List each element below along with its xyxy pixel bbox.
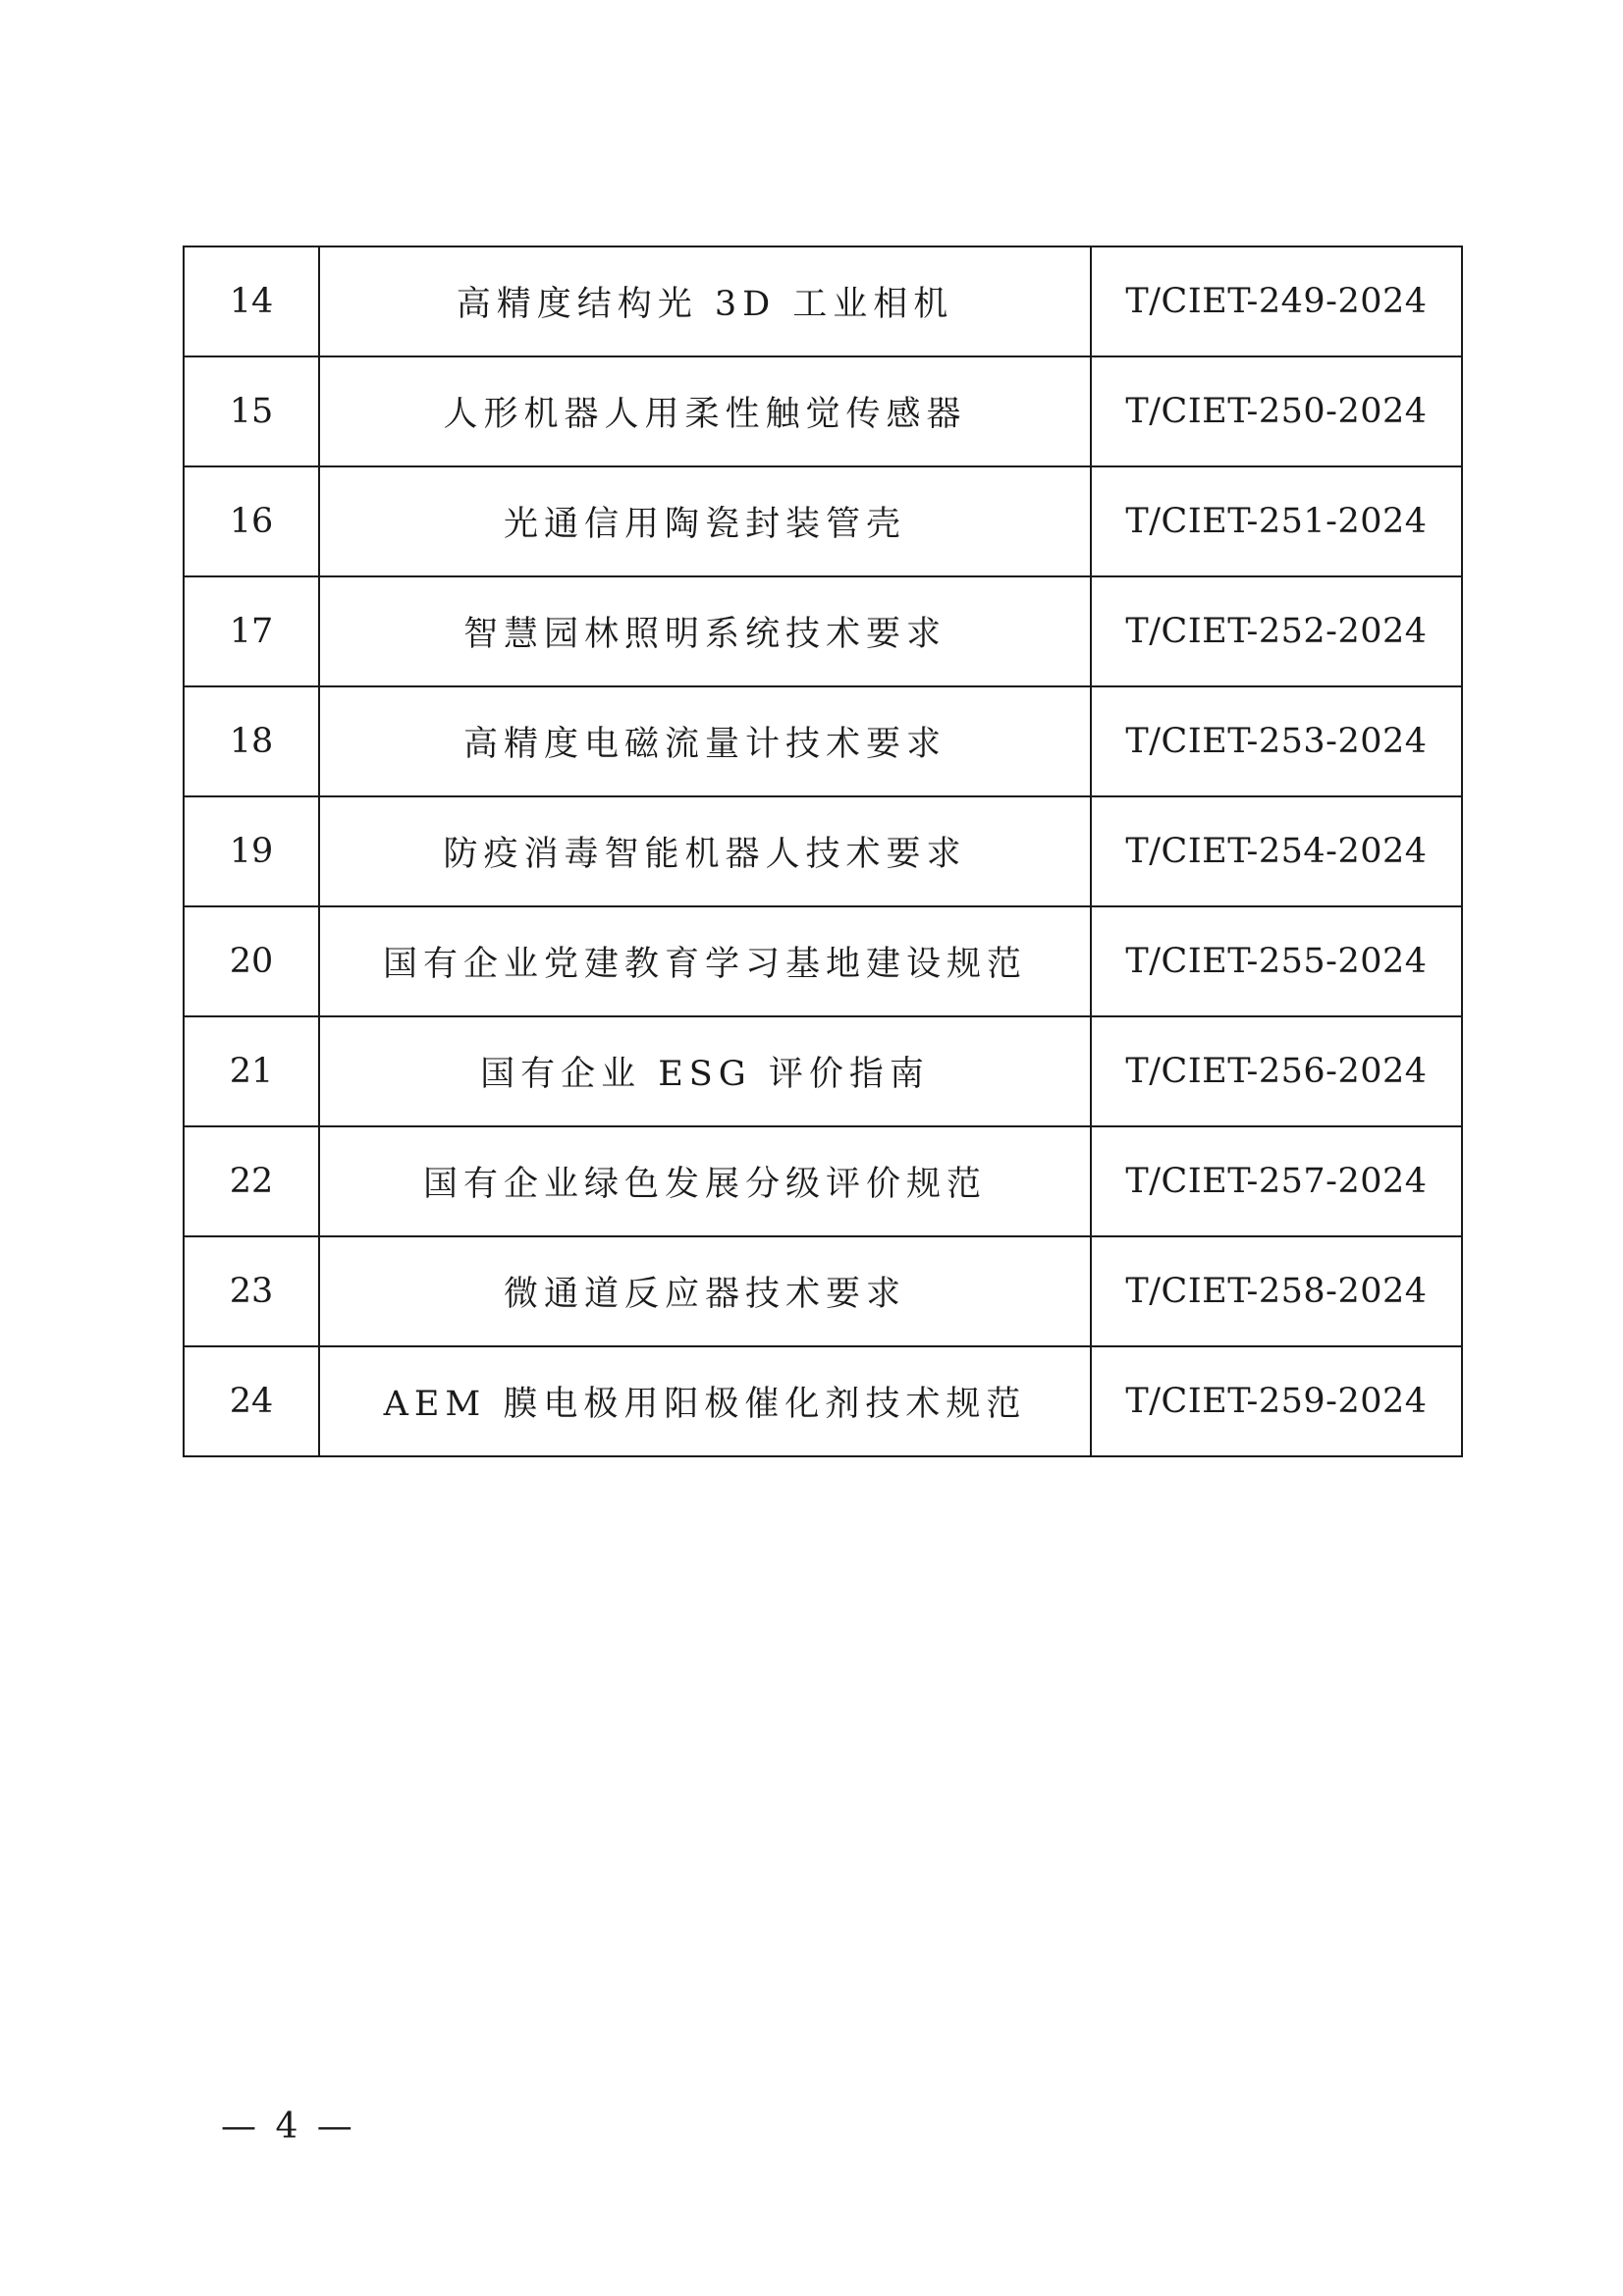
- standards-table: [183, 246, 1463, 1457]
- standard-code-cell: T/CIET-256-2024: [1091, 1016, 1462, 1126]
- table-row: [184, 1236, 1462, 1346]
- row-number-cell: 19: [184, 796, 319, 906]
- table-row: [184, 686, 1462, 796]
- standard-code-cell: T/CIET-250-2024: [1091, 356, 1462, 466]
- standard-name-cell: AEM 膜电极用阳极催化剂技术规范: [319, 1346, 1091, 1456]
- row-number-cell: 15: [184, 356, 319, 466]
- row-number-cell: 18: [184, 686, 319, 796]
- standard-code-cell: T/CIET-257-2024: [1091, 1126, 1462, 1236]
- row-number-cell: 22: [184, 1126, 319, 1236]
- table-row: [184, 796, 1462, 906]
- table-row: [184, 576, 1462, 686]
- row-number-cell: 21: [184, 1016, 319, 1126]
- standard-name-cell: 国有企业绿色发展分级评价规范: [319, 1126, 1091, 1236]
- standard-name-cell: 智慧园林照明系统技术要求: [319, 576, 1091, 686]
- row-number-cell: 16: [184, 466, 319, 576]
- table-row: [184, 906, 1462, 1016]
- standard-name-cell: 人形机器人用柔性触觉传感器: [319, 356, 1091, 466]
- table-row: [184, 1126, 1462, 1236]
- row-number-cell: 20: [184, 906, 319, 1016]
- table-row: [184, 246, 1462, 356]
- standard-code-cell: T/CIET-255-2024: [1091, 906, 1462, 1016]
- standard-name-cell: 微通道反应器技术要求: [319, 1236, 1091, 1346]
- row-number-cell: 14: [184, 246, 319, 356]
- table-row: [184, 466, 1462, 576]
- table-row: [184, 356, 1462, 466]
- standard-code-cell: T/CIET-259-2024: [1091, 1346, 1462, 1456]
- standard-name-cell: 光通信用陶瓷封装管壳: [319, 466, 1091, 576]
- standard-name-cell: 国有企业党建教育学习基地建设规范: [319, 906, 1091, 1016]
- page-number: — 4 —: [221, 2106, 356, 2147]
- standard-code-cell: T/CIET-252-2024: [1091, 576, 1462, 686]
- row-number-cell: 17: [184, 576, 319, 686]
- standard-name-cell: 防疫消毒智能机器人技术要求: [319, 796, 1091, 906]
- standard-name-cell: 高精度电磁流量计技术要求: [319, 686, 1091, 796]
- table-row: [184, 1016, 1462, 1126]
- standard-code-cell: T/CIET-249-2024: [1091, 246, 1462, 356]
- row-number-cell: 23: [184, 1236, 319, 1346]
- standard-code-cell: T/CIET-253-2024: [1091, 686, 1462, 796]
- standard-name-cell: 高精度结构光 3D 工业相机: [319, 246, 1091, 356]
- row-number-cell: 24: [184, 1346, 319, 1456]
- standard-code-cell: T/CIET-258-2024: [1091, 1236, 1462, 1346]
- standard-code-cell: T/CIET-254-2024: [1091, 796, 1462, 906]
- standard-code-cell: T/CIET-251-2024: [1091, 466, 1462, 576]
- standards-table-body: [184, 246, 1462, 1456]
- table-row: [184, 1346, 1462, 1456]
- standard-name-cell: 国有企业 ESG 评价指南: [319, 1016, 1091, 1126]
